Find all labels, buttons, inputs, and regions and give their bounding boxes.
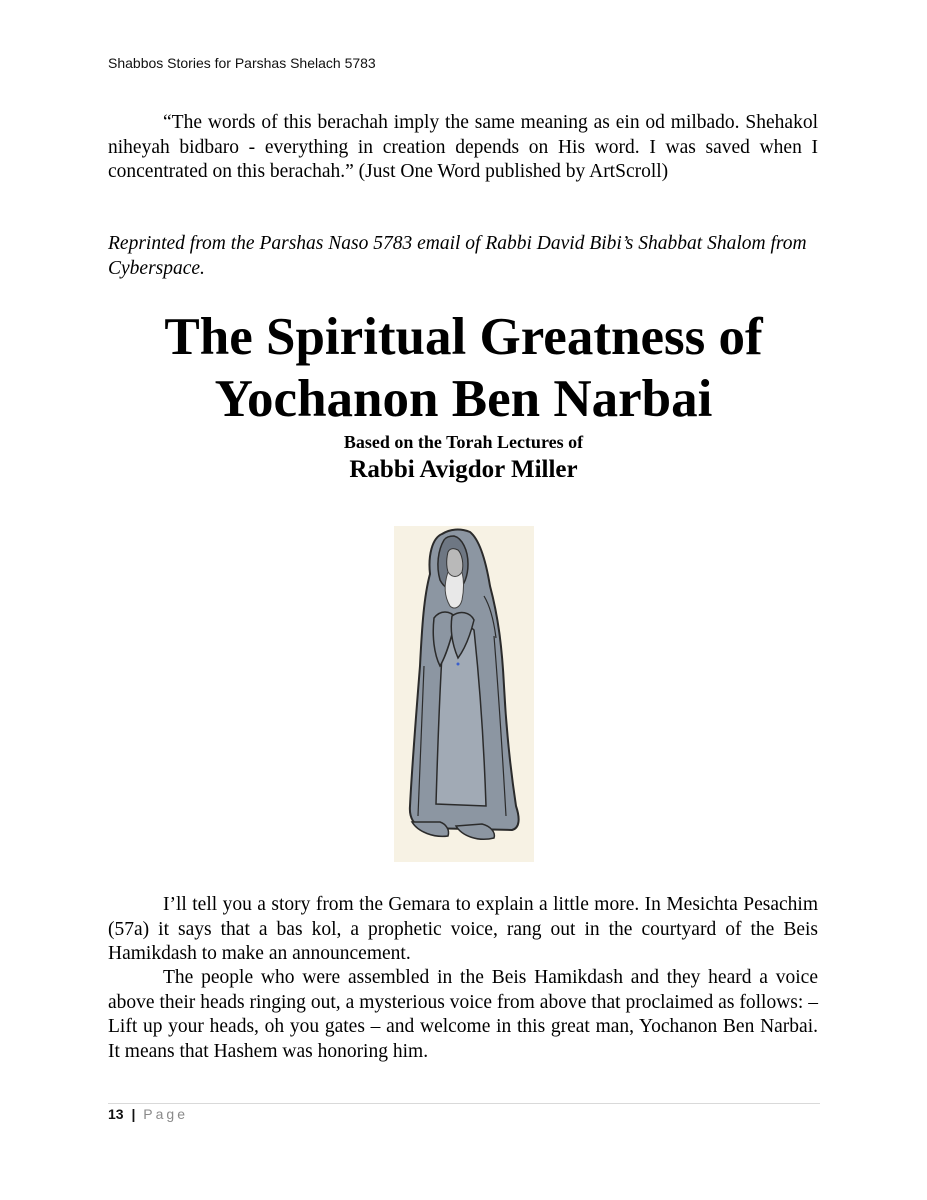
quote-paragraph: “The words of this berachah imply the same meaning as ein od milbado. Shehakol niheyah bidbaro - everything in creation depends on His word. I was saved when I concentrated on this berachah.” (Just One Word published by ArtScroll) bbox=[108, 112, 818, 182]
story-paragraph-1: I’ll tell you a story from the Gemara to explain a little more. In Mesichta Pesachim (57a) it says that a bas kol, a prophetic voice, rang out in the courtyard of the Beis Hamikdash to make an announcement. bbox=[108, 894, 818, 964]
page-footer bbox=[108, 1106, 188, 1122]
footer-divider bbox=[108, 1103, 820, 1104]
title-line-2: Yochanon Ben Narbai bbox=[214, 370, 713, 428]
story-paragraph-2: The people who were assembled in the Beis Hamikdash and they heard a voice above their heads ringing out, a mysterious voice from above that proclaimed as follows: – Lift up your heads, oh you gates – and welcome in this great man, Yochanon Ben Narbai. It means that Hashem was honoring him. bbox=[108, 967, 818, 1062]
page-number: 13 bbox=[108, 1106, 124, 1122]
article-author: Rabbi Avigdor Miller bbox=[349, 456, 578, 483]
robed-sage-figure-icon bbox=[394, 526, 534, 862]
article-title bbox=[0, 306, 927, 430]
running-header: Shabbos Stories for Parshas Shelach 5783 bbox=[108, 55, 376, 71]
article-subtitle: Based on the Torah Lectures of bbox=[343, 432, 584, 452]
reprint-note: Reprinted from the Parshas Naso 5783 email of Rabbi David Bibi’s Shabbat Shalom from Cyberspace. bbox=[108, 233, 807, 279]
footer-separator: | bbox=[131, 1106, 136, 1122]
sage-illustration bbox=[394, 526, 534, 862]
page-label: Page bbox=[143, 1106, 188, 1122]
title-line-1: The Spiritual Greatness of bbox=[164, 308, 763, 366]
